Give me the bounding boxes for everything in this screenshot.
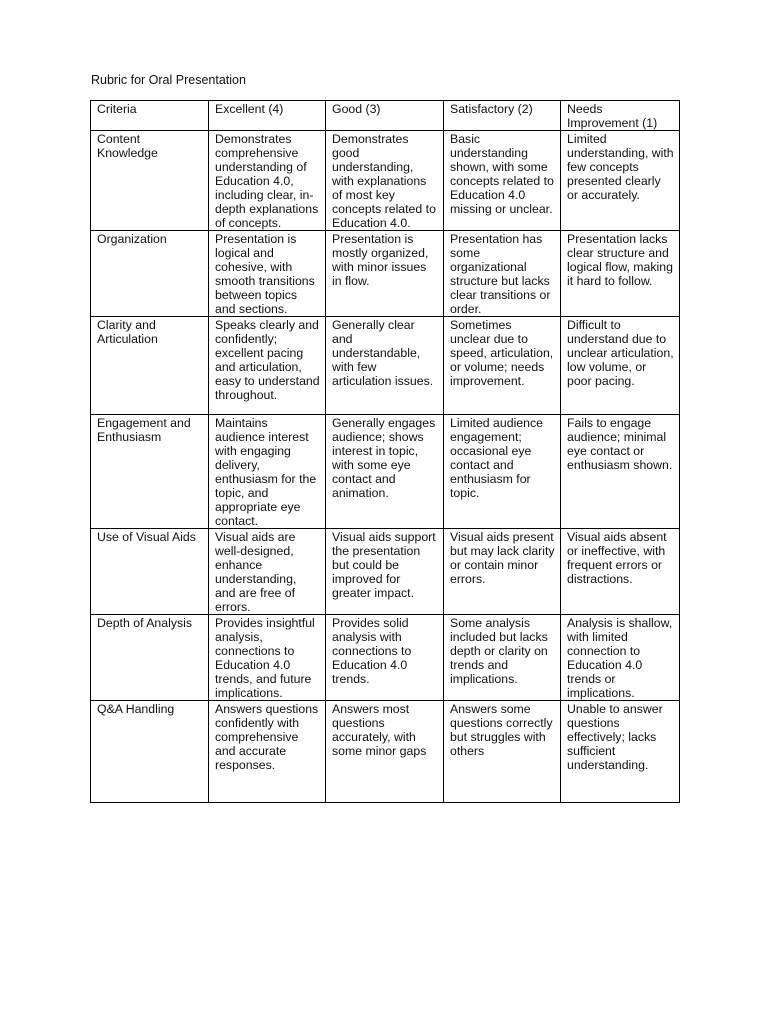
header-cell-good: Good (3) (326, 101, 444, 131)
satisfactory-cell: Sometimes unclear due to speed, articulation, or volume; needs improvement. (444, 317, 561, 415)
good-cell: Provides solid analysis with connections to Education 4.0 trends. (326, 615, 444, 701)
satisfactory-cell: Some analysis included but lacks depth or clarity on trends and implications. (444, 615, 561, 701)
good-cell: Generally clear and understandable, with few articulation issues. (326, 317, 444, 415)
needs-improvement-cell: Difficult to understand due to unclear articulation, low volume, or poor pacing. (561, 317, 680, 415)
rubric-table (90, 100, 680, 803)
criteria-cell: Engagement and Enthusiasm (91, 415, 209, 529)
criteria-cell: Depth of Analysis (91, 615, 209, 701)
header-cell-excellent: Excellent (4) (209, 101, 326, 131)
good-cell: Visual aids support the presentation but could be improved for greater impact. (326, 529, 444, 615)
satisfactory-cell: Visual aids present but may lack clarity or contain minor errors. (444, 529, 561, 615)
table-row (91, 701, 680, 803)
criteria-cell: Clarity and Articulation (91, 317, 209, 415)
excellent-cell: Answers questions confidently with comprehensive and accurate responses. (209, 701, 326, 803)
criteria-cell: Q&A Handling (91, 701, 209, 803)
table-row (91, 615, 680, 701)
good-cell: Presentation is mostly organized, with minor issues in flow. (326, 231, 444, 317)
table-row (91, 231, 680, 317)
needs-improvement-cell: Visual aids absent or ineffective, with frequent errors or distractions. (561, 529, 680, 615)
criteria-cell: Organization (91, 231, 209, 317)
needs-improvement-cell: Fails to engage audience; minimal eye contact or enthusiasm shown. (561, 415, 680, 529)
table-row (91, 131, 680, 231)
satisfactory-cell: Presentation has some organizational structure but lacks clear transitions or order. (444, 231, 561, 317)
satisfactory-cell: Basic understanding shown, with some concepts related to Education 4.0 missing or unclear. (444, 131, 561, 231)
header-cell-satisfactory: Satisfactory (2) (444, 101, 561, 131)
table-row (91, 415, 680, 529)
criteria-cell: Use of Visual Aids (91, 529, 209, 615)
excellent-cell: Maintains audience interest with engaging delivery, enthusiasm for the topic, and appropriate eye contact. (209, 415, 326, 529)
needs-improvement-cell: Presentation lacks clear structure and logical flow, making it hard to follow. (561, 231, 680, 317)
satisfactory-cell: Limited audience engagement; occasional eye contact and enthusiasm for topic. (444, 415, 561, 529)
excellent-cell: Provides insightful analysis, connections to Education 4.0 trends, and future implications. (209, 615, 326, 701)
needs-improvement-cell: Unable to answer questions effectively; lacks sufficient understanding. (561, 701, 680, 803)
good-cell: Answers most questions accurately, with some minor gaps (326, 701, 444, 803)
excellent-cell: Visual aids are well-designed, enhance understanding, and are free of errors. (209, 529, 326, 615)
header-cell-criteria: Criteria (91, 101, 209, 131)
table-row (91, 529, 680, 615)
document-title: Rubric for Oral Presentation (91, 73, 246, 87)
needs-improvement-cell: Analysis is shallow, with limited connection to Education 4.0 trends or implications. (561, 615, 680, 701)
satisfactory-cell: Answers some questions correctly but struggles with others (444, 701, 561, 803)
good-cell: Demonstrates good understanding, with explanations of most key concepts related to Education 4.0. (326, 131, 444, 231)
excellent-cell: Demonstrates comprehensive understanding of Education 4.0, including clear, in-depth explanations of concepts. (209, 131, 326, 231)
table-row (91, 317, 680, 415)
excellent-cell: Speaks clearly and confidently; excellent pacing and articulation, easy to understand throughout. (209, 317, 326, 415)
excellent-cell: Presentation is logical and cohesive, with smooth transitions between topics and sections. (209, 231, 326, 317)
criteria-cell: Content Knowledge (91, 131, 209, 231)
good-cell: Generally engages audience; shows interest in topic, with some eye contact and animation. (326, 415, 444, 529)
needs-improvement-cell: Limited understanding, with few concepts presented clearly or accurately. (561, 131, 680, 231)
header-cell-needs-improvement: Needs Improvement (1) (561, 101, 680, 131)
table-header-row (91, 101, 680, 131)
